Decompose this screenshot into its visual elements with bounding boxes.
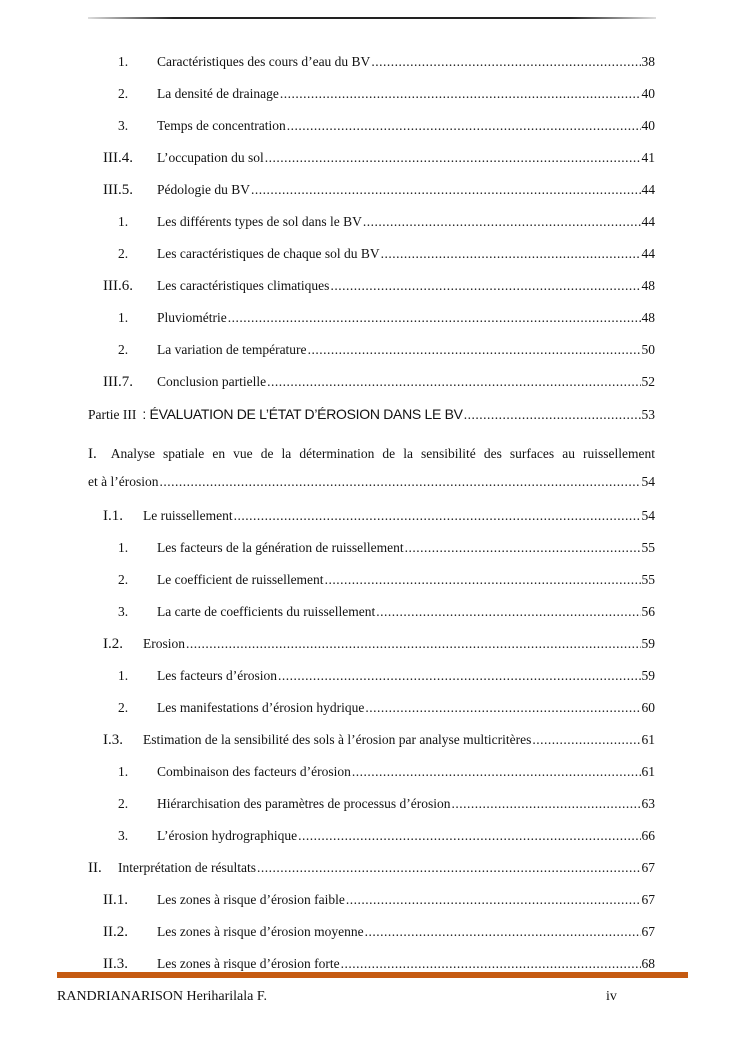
toc-entry-title: L’occupation du sol (157, 150, 264, 165)
toc-entry-page: 67 (641, 860, 655, 875)
dot-leader (346, 892, 641, 908)
toc-entry-title: Les facteurs de la génération de ruissellement (157, 540, 404, 555)
toc-entry[interactable] (88, 406, 655, 424)
toc-entry[interactable] (118, 86, 655, 104)
toc-entry-line1[interactable] (88, 446, 655, 463)
dot-leader (280, 86, 641, 102)
toc-entry-title: Les différents types de sol dans le BV (157, 214, 362, 229)
toc-entry-page: 38 (641, 54, 655, 69)
toc-entry-title: Analyse spatiale en vue de la détermination de la sensibilité des surfaces au ruissellement (110, 446, 655, 461)
dot-leader (298, 828, 640, 844)
toc-entry-page: 55 (641, 540, 655, 555)
header-rule (88, 17, 656, 19)
toc-entry-page: 61 (641, 764, 655, 779)
toc-entry[interactable] (118, 342, 655, 360)
toc-entry[interactable] (118, 572, 655, 590)
toc-entry-title: L’érosion hydrographique (157, 828, 298, 843)
dot-leader (381, 246, 641, 262)
toc-entry-title: Les zones à risque d’érosion forte (157, 956, 340, 971)
toc-entry-page: 63 (641, 796, 655, 811)
toc-entry-title: Les manifestations d’érosion hydrique (157, 700, 365, 715)
toc-entry-page: 54 (641, 474, 655, 489)
toc-entry-page: 56 (641, 604, 655, 619)
footer-bar (57, 972, 688, 978)
toc-entry-number: 2. (118, 796, 129, 811)
toc-entry-number: 1. (118, 764, 129, 779)
toc-entry-title: Temps de concentration (157, 118, 286, 133)
toc-entry-number: 3. (118, 828, 129, 843)
toc-entry-page: 67 (641, 892, 655, 907)
toc-entry[interactable] (103, 508, 655, 526)
footer-author: RANDRIANARISON Heriharilala F. (57, 989, 268, 1004)
toc-entry-number: III.7. (103, 374, 133, 390)
toc-entry-page: 59 (641, 636, 655, 651)
footer-page-number: iv (606, 989, 617, 1004)
dot-leader (257, 860, 641, 876)
toc-entry-page: 68 (641, 956, 655, 971)
toc-entry-title: Caractéristiques des cours d’eau du BV (157, 54, 371, 69)
toc-entry-number: I.2. (103, 636, 123, 652)
toc-entry[interactable] (118, 54, 655, 72)
toc-entry-page: 48 (641, 278, 655, 293)
toc-entry-number: II.2. (103, 924, 128, 940)
toc-entry[interactable] (103, 374, 655, 392)
toc-entry-page: 67 (641, 924, 655, 939)
toc-entry-title-continued: et à l’érosion (88, 474, 159, 489)
dot-leader (267, 374, 640, 390)
toc-entry[interactable] (118, 668, 655, 686)
toc-entry-page: 52 (641, 374, 655, 389)
toc-entry-title: La variation de température (157, 342, 307, 357)
toc-entry-number: I.3. (103, 732, 123, 748)
dot-leader (265, 150, 641, 166)
dot-leader (186, 636, 641, 652)
toc-entry-page: 50 (641, 342, 655, 357)
dot-leader (278, 668, 641, 684)
dot-leader (405, 540, 641, 556)
toc-entry-number: 1. (118, 310, 129, 325)
toc-entry-page: 66 (641, 828, 655, 843)
toc-entry[interactable] (103, 892, 655, 910)
toc-entry[interactable] (88, 474, 655, 492)
toc-entry[interactable] (103, 182, 655, 200)
dot-leader (464, 407, 641, 423)
toc-entry-title: Les facteurs d’érosion (157, 668, 277, 683)
dot-leader (325, 572, 641, 588)
toc-entry-number: 1. (118, 54, 129, 69)
dot-leader (365, 924, 641, 940)
toc-entry-title: Pédologie du BV (157, 182, 250, 197)
toc-entry[interactable] (118, 246, 655, 264)
toc-entry-number: II.1. (103, 892, 128, 908)
toc-entry[interactable] (103, 636, 655, 654)
toc-entry-number: 1. (118, 214, 129, 229)
toc-entry-title: Erosion (143, 636, 185, 651)
toc-entry-number: Partie III (88, 407, 137, 422)
toc-entry-page: 53 (641, 407, 655, 422)
toc-entry[interactable] (118, 118, 655, 136)
toc-entry-page: 44 (641, 182, 655, 197)
dot-leader (365, 700, 640, 716)
toc-entry-title: Interprétation de résultats (118, 860, 256, 875)
toc-entry[interactable] (118, 214, 655, 232)
toc-entry-number: III.6. (103, 278, 133, 294)
toc-entry-number: 3. (118, 604, 129, 619)
toc-entry-title: Conclusion partielle (157, 374, 267, 389)
toc-entry-number: III.4. (103, 150, 133, 166)
toc-entry-number: II.3. (103, 956, 128, 972)
toc-entry[interactable] (103, 732, 655, 750)
toc-entry-number: I. (88, 446, 97, 462)
dot-leader (532, 732, 640, 748)
dot-leader (376, 604, 640, 620)
toc-entry[interactable] (118, 828, 655, 846)
toc-entry-title: Les zones à risque d’érosion moyenne (157, 924, 364, 939)
dot-leader (234, 508, 641, 524)
toc-entry-page: 48 (641, 310, 655, 325)
toc-entry-page: 59 (641, 668, 655, 683)
toc-entry-number: 2. (118, 86, 129, 101)
toc-entry-title: Hiérarchisation des paramètres de processus d’érosion (157, 796, 451, 811)
dot-leader (159, 474, 640, 490)
toc-entry-title: La densité de drainage (157, 86, 279, 101)
dot-leader (228, 310, 641, 326)
toc-entry-title: Le coefficient de ruissellement (157, 572, 324, 587)
dot-leader (352, 764, 641, 780)
toc-entry-title: Estimation de la sensibilité des sols à l’érosion par analyse multicritères (143, 732, 532, 747)
toc-entry-page: 60 (641, 700, 655, 715)
toc-entry-number: 2. (118, 246, 129, 261)
dot-leader (371, 54, 640, 70)
toc-entry-title: Les zones à risque d’érosion faible (157, 892, 345, 907)
toc-entry-number: II. (88, 860, 102, 876)
toc-entry-page: 55 (641, 572, 655, 587)
toc-entry[interactable] (103, 924, 655, 942)
toc-entry-page: 40 (641, 118, 655, 133)
toc-entry[interactable] (118, 700, 655, 718)
toc-entry-number: 1. (118, 668, 129, 683)
toc-entry-title: : ÉVALUATION DE L’ÉTAT D’ÉROSION DANS LE BV (142, 406, 463, 422)
dot-leader (308, 342, 641, 358)
toc-entry-page: 54 (641, 508, 655, 523)
toc-entry-title: Le ruissellement (143, 508, 233, 523)
dot-leader (251, 182, 641, 198)
toc-entry-number: I.1. (103, 508, 123, 524)
toc-entry[interactable] (118, 310, 655, 328)
toc-entry[interactable] (118, 540, 655, 558)
toc-entry[interactable] (118, 796, 655, 814)
toc-entry-title: Les caractéristiques climatiques (157, 278, 330, 293)
toc-entry[interactable] (103, 278, 655, 296)
toc-entry[interactable] (118, 764, 655, 782)
toc-entry[interactable] (88, 860, 655, 878)
toc-entry-page: 44 (641, 214, 655, 229)
toc-entry-title: Pluviométrie (157, 310, 227, 325)
toc-entry-number: 1. (118, 540, 129, 555)
toc-entry-page: 44 (641, 246, 655, 261)
toc-entry-number: 2. (118, 700, 129, 715)
toc-entry-title: Les caractéristiques de chaque sol du BV (157, 246, 380, 261)
dot-leader (363, 214, 641, 230)
toc-entry-number: III.5. (103, 182, 133, 198)
toc-entry-number: 2. (118, 572, 129, 587)
toc-entry-title: La carte de coefficients du ruissellement (157, 604, 376, 619)
dot-leader (287, 118, 641, 134)
toc-entry-page: 61 (641, 732, 655, 747)
toc-entry-title: Combinaison des facteurs d’érosion (157, 764, 351, 779)
dot-leader (341, 956, 641, 972)
toc-entry-page: 41 (641, 150, 655, 165)
dot-leader (330, 278, 640, 294)
toc-entry-page: 40 (641, 86, 655, 101)
toc-entry-number: 2. (118, 342, 129, 357)
dot-leader (452, 796, 641, 812)
toc-entry-number: 3. (118, 118, 129, 133)
toc-entry[interactable] (103, 150, 655, 168)
toc-entry[interactable] (118, 604, 655, 622)
